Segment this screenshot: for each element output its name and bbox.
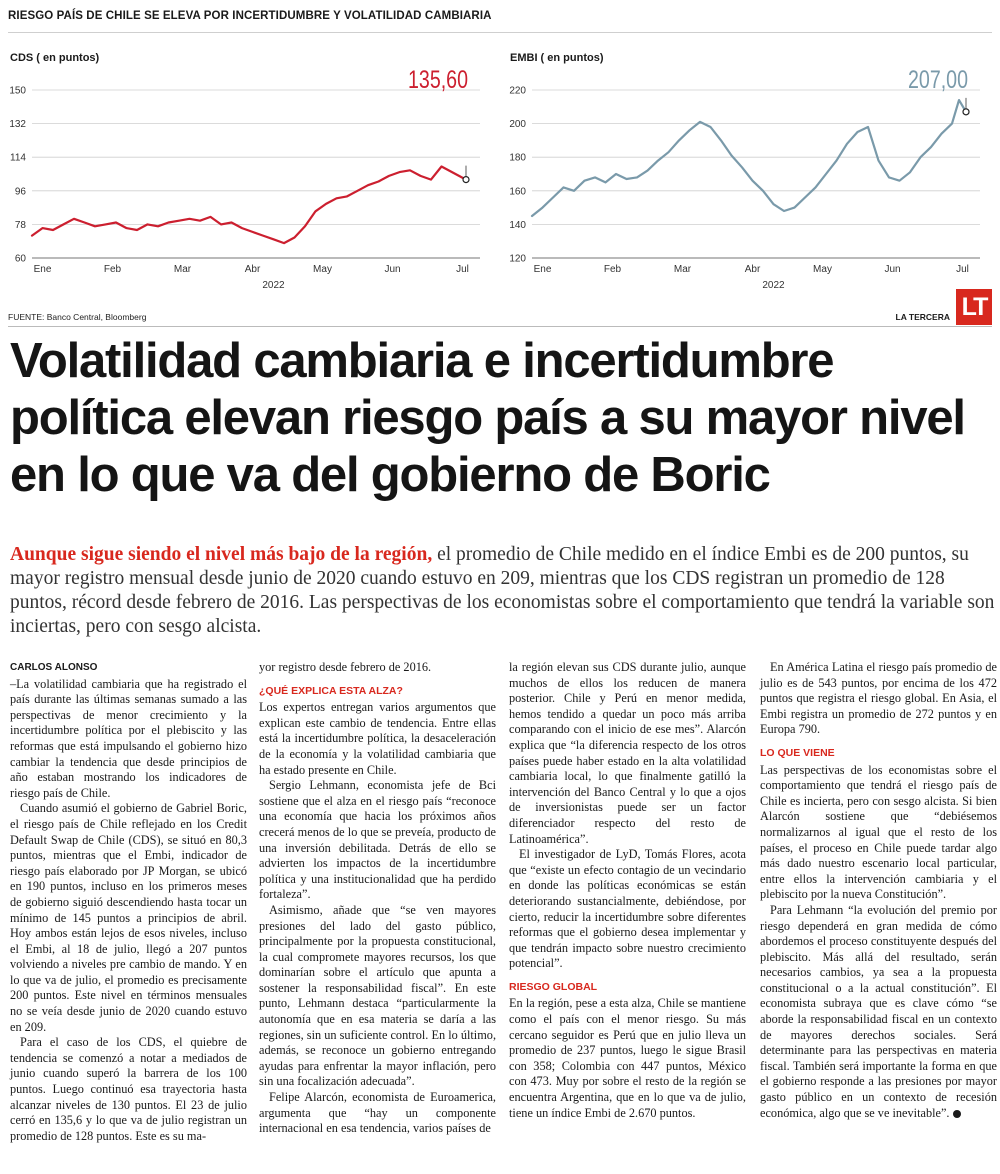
y-tick-label: 160: [509, 186, 526, 198]
x-tick-label: Jun: [884, 264, 901, 275]
series-line: [32, 167, 466, 244]
x-tick-label: Feb: [103, 264, 122, 275]
series-line: [532, 100, 966, 216]
subheading: RIESGO GLOBAL: [509, 980, 598, 993]
y-tick-label: 60: [14, 253, 26, 265]
end-point: [463, 177, 469, 183]
paragraph: –La volatilidad cambiaria que ha registrado el país durante las últimas semanas sumado a las perspectivas de menor crecimiento y la incertidumbre política por el plebiscito y las reformas que está impulsando el gobierno hizo cambiar la tendencia que desde principios de año estaban mostrando los indicadores de riesgo país de Chile.: [10, 676, 247, 800]
end-point: [963, 109, 969, 115]
x-tick-label: Abr: [744, 264, 761, 275]
article-column-3: [509, 660, 746, 1121]
paragraph: En América Latina el riesgo país promedio de julio es de 543 puntos, por encima de los 472 puntos que registra el riesgo global. En Asia, el Embi registra un promedio de 272 puntos y en Europa 790.: [760, 660, 997, 737]
paragraph: Para el caso de los CDS, el quiebre de tendencia se comenzó a notar a mediados de junio cuando superó la barrera de los 100 puntos. Luego continuó esa trayectoria hasta alcanzar niveles de 130 puntos. El 23 de julio cerró en 135,6 y lo que va de julio registran un promedio de 128 puntos. Este es su ma-: [10, 1035, 247, 1143]
divider: [8, 326, 992, 327]
source-note: FUENTE: Banco Central, Bloomberg: [8, 312, 147, 322]
x-tick-label: Ene: [33, 264, 52, 275]
x-tick-label: Abr: [244, 264, 261, 275]
lede-highlight: Aunque sigue siendo el nivel más bajo de la región,: [10, 544, 433, 565]
y-tick-label: 96: [14, 186, 26, 198]
cds-chart-title: CDS ( en puntos): [10, 52, 100, 64]
cds-chart: [0, 60, 500, 300]
x-tick-label: May: [813, 264, 832, 275]
byline: CARLOS ALONSO: [10, 662, 98, 673]
y-tick-label: 120: [509, 253, 526, 265]
x-tick-label: Mar: [173, 264, 192, 275]
x-tick-label: Jun: [384, 264, 401, 275]
x-tick-label: Ene: [533, 264, 552, 275]
embi-chart: [500, 60, 1000, 300]
y-tick-label: 140: [509, 219, 526, 231]
paragraph: la región elevan sus CDS durante julio, aunque muchos de ellos los reducen de manera posterior. Chile y Perú en menor medida, hemos tendido a quedar un poco más arriba comparando con el inicio de ese mes”. Alarcón explica que “la diferencia respecto de los otros países puede haber estado en la alta volatilidad cambiaria local, lo que finalmente gatilló la intervención del Banco Central y lo que a ojos de inversionistas puede ser un factor diferenciador respecto del resto de Latinoamérica”.: [509, 660, 746, 846]
paragraph: En la región, pese a esta alza, Chile se mantiene como el país con el menor riesgo. Su más cercano seguidor es Perú que en julio lleva un promedio de 237 puntos, luego le sigue Brasil con 358; Colombia con 447 puntos, México con 473. Muy por sobre el resto de la región se encuentra Argentina, que en lo que va de julio, tiene un índice Embi de 2.670 puntos.: [509, 996, 746, 1120]
y-tick-label: 132: [9, 119, 26, 131]
y-tick-label: 114: [10, 152, 26, 164]
paragraph: Las perspectivas de los economistas sobre el comportamiento que tendrá el riesgo país de Chile es incierta, pero con sesgo alcista. Si bien Alarcón sostiene que “debiésemos normalizarnos al igual que el resto de los países, el proceso en Chile puede tardar algo más dado nuestro escenario local particular, entre ellos la intervención cambiaria y el plebiscito por la nueva Constitución”.: [760, 762, 997, 902]
paragraph: Los expertos entregan varios argumentos que explican este cambio de tendencia. Entre ellas está la incertidumbre política, la desaceleración de la economía y la volatilidad cambiaria que ha estado presente en Chile.: [259, 700, 496, 777]
x-axis-label: 2022: [762, 280, 785, 291]
la-tercera-logo: LT: [956, 289, 992, 325]
subheading: ¿QUÉ EXPLICA ESTA ALZA?: [259, 684, 403, 697]
callout-value: 135,60: [408, 66, 468, 94]
paragraph: El investigador de LyD, Tomás Flores, acota que “existe un efecto contagio de un vecindario en donde las políticas económicas se están deteriorando sustancialmente, debiéndose, por cierto, reducir la incertidumbre sobre diferentes reformas que el gobierno desea implementar y que tendrán impacto sobre nuestro crecimiento potencial”.: [509, 847, 746, 971]
paragraph: yor registro desde febrero de 2016.: [259, 660, 432, 674]
x-tick-label: Jul: [456, 264, 469, 275]
article-column-2: [259, 660, 496, 1137]
paragraph: Sergio Lehmann, economista jefe de Bci sostiene que el alza en el riesgo país “reconoce una economía que hacia los próximos años crecerá menos de lo que se preveía, producto de una inversión debilitada. Detrás de ello se advierten los impactos de la incertidumbre política y una institucionalidad que ha perdido fortaleza”.: [259, 778, 496, 902]
y-tick-label: 78: [14, 219, 26, 231]
paragraph: Cuando asumió el gobierno de Gabriel Boric, el riesgo país de Chile reflejado en los Credit Default Swap de Chile (CDS), se situó en 80,3 puntos, mientras que el Embi, indicador de riesgo país elaborado por JP Morgan, se ubicó en 190 puntos, incluso en los primeros meses de gobierno siguió descendiendo hasta tocar un mínimo de 145 puntos a principios de abril. Hoy ambos están lejos de esos niveles, incluso el Embi, al 18 de julio, llegó a 207 puntos volviendo a niveles pre cambio de mando. Y en lo que va de julio, el promedio es precisamente 200 puntos. Este nivel en términos mensuales no se veía desde junio de 2020 cuando estuvo en 209.: [10, 801, 247, 1034]
article-column-1: [10, 660, 247, 1144]
callout-value: 207,00: [908, 66, 968, 94]
x-tick-label: Jul: [956, 264, 969, 275]
embi-chart-title: EMBI ( en puntos): [510, 52, 604, 64]
headline: Volatilidad cambiaria e incertidumbre política elevan riesgo país a su mayor nivel en lo que va del gobierno de Boric: [10, 334, 965, 502]
paragraph: Felipe Alarcón, economista de Euroamerica, argumenta que “hay un componente internacional en esa tendencia, varios países de: [259, 1090, 496, 1136]
infographic-title: RIESGO PAÍS DE CHILE SE ELEVA POR INCERTIDUMBRE Y VOLATILIDAD CAMBIARIA: [8, 10, 992, 33]
x-tick-label: Feb: [603, 264, 622, 275]
x-axis-label: 2022: [262, 280, 285, 291]
paragraph: Para Lehmann “la evolución del premio por riesgo dependerá en gran medida de cómo abordemos el proceso constituyente después del plebiscito. Más allá del resultado, serán necesarios cambios, ya sea a la propuesta constitucional o a la actual constitución”. El economista subraya que es clave cómo “se aborde la responsabilidad fiscal en un contexto de mayores derechos sociales. Será determinante para las perspectivas en materia fiscal. También será importante la forma en que el gobierno responde a las presiones por mayor gasto público en un contexto de recesión económica, algo que se ve inevitable”.: [760, 902, 997, 1120]
y-tick-label: 220: [509, 85, 526, 97]
subheading: LO QUE VIENE: [760, 746, 835, 759]
article-column-4: [760, 660, 997, 1121]
x-tick-label: Mar: [673, 264, 692, 275]
y-tick-label: 200: [509, 119, 526, 131]
paragraph: Asimismo, añade que “se ven mayores presiones del lado del gasto público, principalmente por la propuesta constitucional, la cual compromete mayores recursos, los que dominarían sobre el artículo que apunta a sostener la responsabilidad fiscal”. En este punto, Lehmann destaca “particularmente la autonomía que en esa materia se daría a las regiones, sin un suficiente control. En lo último, además, se reconoce un gobierno entregando ayudas para enfrentar la mayor inflación, pero sin una focalización adecuada”.: [259, 902, 497, 1089]
x-tick-label: May: [313, 264, 332, 275]
brand-name: LA TERCERA: [895, 312, 950, 322]
end-mark-icon: [953, 1110, 961, 1118]
y-tick-label: 150: [9, 85, 26, 97]
y-tick-label: 180: [509, 152, 526, 164]
lede: [10, 543, 995, 639]
lede-text: el promedio de Chile medido en el índice Embi es de 200 puntos, su mayor registro mensual desde junio de 2020 cuando estuvo en 209, mientras que los CDS registran un promedio de 128 puntos, récord desde febrero de 2016. Las perspectivas de los economistas sobre el comportamiento que tendrá la variable son inciertas, pero con sesgo alcista.: [10, 544, 995, 637]
